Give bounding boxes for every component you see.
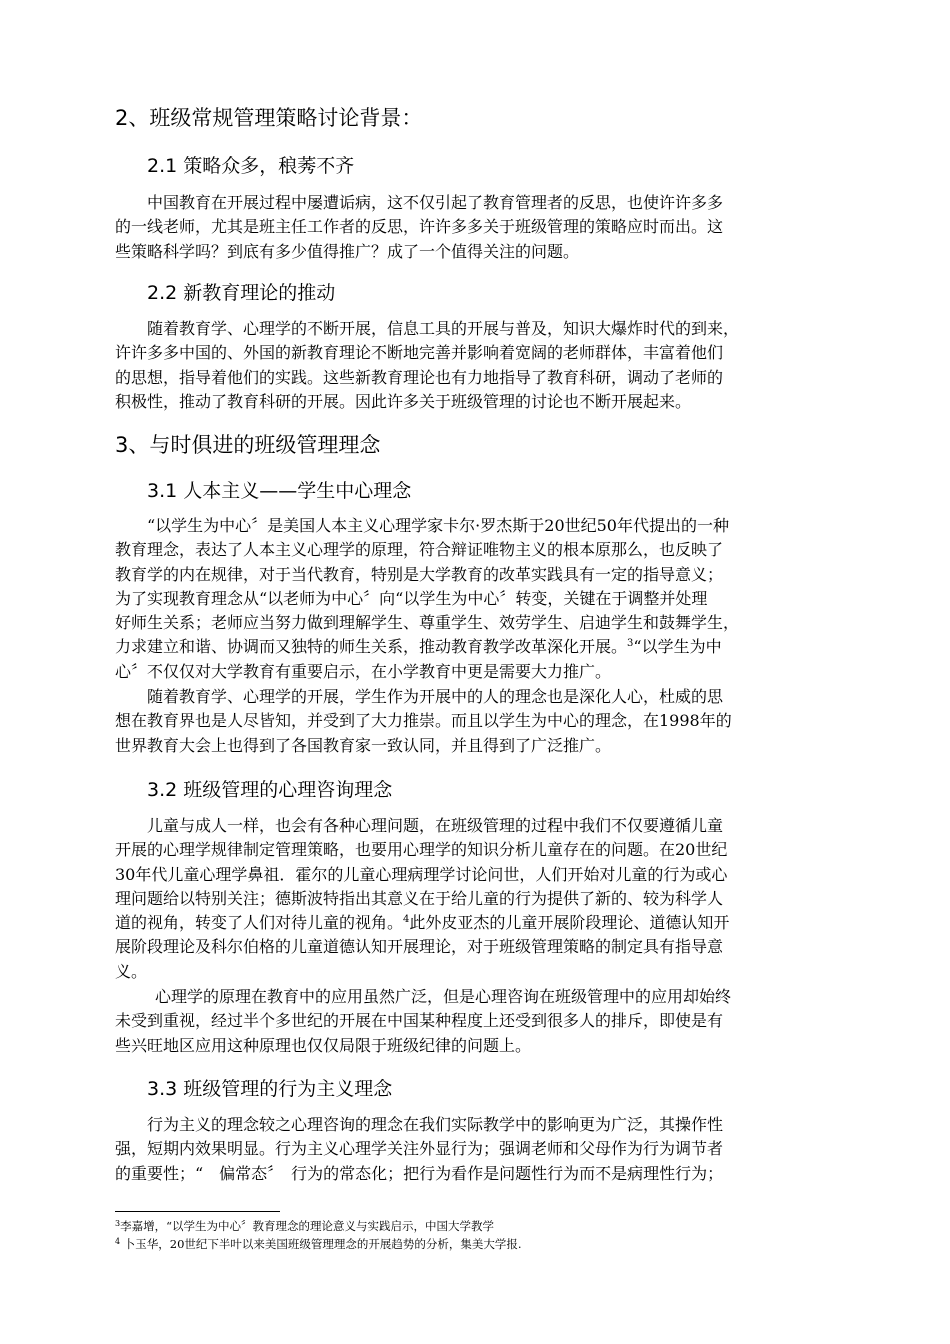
text-line: 随着教育学、心理学的不断开展，信息工具的开展与普及，知识大爆炸时代的到来， xyxy=(147,319,740,338)
section-heading-3: 3、与时俱进的班级管理理念 xyxy=(115,433,381,457)
text-line: 未受到重视，经过半个多世纪的开展在中国某种程度上还受到很多人的排斥，即使是有 xyxy=(115,1011,724,1031)
text-segment: 力求建立和谐、协调而又独特的师生关系，推动教育教学改革深化开展。 xyxy=(115,637,628,657)
paragraph-3-1-b xyxy=(115,685,860,758)
text-line: 好师生关系；老师应当努力做到理解学生、尊重学生、效劳学生、启迪学生和鼓舞学生， xyxy=(115,613,740,633)
footnote-3 xyxy=(115,1218,494,1234)
text-segment: 道的视角，转变了人们对待儿童的视角。 xyxy=(115,913,404,933)
subsection-heading-3-1: 3.1 人本主义——学生中心理念 xyxy=(147,480,412,502)
text-line: 教育学的内在规律，对于当代教育，特别是大学教育的改革实践具有一定的指导意义； xyxy=(115,564,724,584)
text-line: 义。 xyxy=(115,961,148,981)
text-line xyxy=(115,911,860,935)
paragraph-2-1 xyxy=(115,191,860,264)
text-line: 积极性，推动了教育科研的开展。因此许多关于班级管理的讨论也不断开展起来。 xyxy=(115,391,692,411)
text-line: 教育理念，表达了人本主义心理学的原理，符合辩证唯物主义的根本原那么，也反映了 xyxy=(115,540,724,560)
text-line: 想在教育界也是人尽皆知，并受到了大力推崇。而且以学生为中心的理念，在1998年的 xyxy=(115,711,732,731)
text-line: 的思想，指导着他们的实践。这些新教育理论也有力地指导了教育科研，调动了老师的 xyxy=(115,367,724,387)
paragraph-3-2-b xyxy=(115,985,860,1058)
footnote-mark: 4 xyxy=(115,1237,121,1246)
paragraph-3-3 xyxy=(115,1113,860,1186)
subsection-heading-3-2: 3.2 班级管理的心理咨询理念 xyxy=(147,779,393,801)
footnote-ref-3[interactable]: 3 xyxy=(627,638,634,650)
text-line: 展阶段理论及科尔伯格的儿童道德认知开展理论，对于班级管理策略的制定具有指导意 xyxy=(115,937,724,957)
paragraph-3-2-a xyxy=(115,814,860,984)
footnote-4 xyxy=(115,1236,522,1252)
paragraph-3-1-a xyxy=(115,514,860,684)
subsection-heading-2-2: 2.2 新教育理论的推动 xyxy=(147,282,336,304)
text-line: 中国教育在开展过程中屡遭诟病，这不仅引起了教育管理者的反思，也使许许多多 xyxy=(147,193,724,212)
footnote-ref-4[interactable]: 4 xyxy=(403,914,410,926)
text-line: 些兴旺地区应用这种原理也仅仅局限于班级纪律的问题上。 xyxy=(115,1035,532,1055)
footnote-text: 李嘉增，“以学生为中心〞教育理念的理论意义与实践启示，中国大学教学 xyxy=(120,1219,494,1233)
text-line: 理问题给以特别关注；德斯波特指出其意义在于给儿童的行为提供了新的、较为科学人 xyxy=(115,888,724,908)
text-line: 心〞不仅仅对大学教育有重要启示，在小学教育中更是需要大力推广。 xyxy=(115,661,612,681)
text-segment: “以学生为中 xyxy=(633,637,722,657)
text-line: 些策略科学吗？到底有多少值得推广？成了一个值得关注的问题。 xyxy=(115,241,580,261)
section-heading-2: 2、班级常规管理策略讨论背景： xyxy=(115,106,423,130)
text-line: 心理学的原理在教育中的应用虽然广泛，但是心理咨询在班级管理中的应用却始终 xyxy=(155,987,732,1006)
paragraph-2-2 xyxy=(115,317,860,414)
text-line: 随着教育学、心理学的开展，学生作为开展中的人的理念也是深化人心，杜威的思 xyxy=(147,687,724,706)
subsection-heading-2-1: 2.1 策略众多，稂莠不齐 xyxy=(147,155,355,177)
text-line: 行为主义的理念较之心理咨询的理念在我们实际教学中的影响更为广泛，其操作性 xyxy=(147,1115,724,1134)
text-line: 强，短期内效果明显。行为主义心理学关注外显行为；强调老师和父母作为行为调节者 xyxy=(115,1139,724,1159)
text-line: 30年代儿童心理学鼻祖．霍尔的儿童心理病理学讨论问世，人们开始对儿童的行为或心 xyxy=(115,864,728,884)
text-line: 的重要性；“ 偏常态〞 行为的常态化；把行为看作是问题性行为而不是病理性行为； xyxy=(115,1163,724,1183)
text-line: 的一线老师，尤其是班主任工作者的反思，许许多多关于班级管理的策略应时而出。这 xyxy=(115,217,724,237)
footnote-separator xyxy=(115,1211,280,1212)
subsection-heading-3-3: 3.3 班级管理的行为主义理念 xyxy=(147,1078,393,1100)
text-line: “以学生为中心〞是美国人本主义心理学家卡尔·罗杰斯于20世纪50年代提出的一种 xyxy=(147,516,729,535)
text-line: 儿童与成人一样，也会有各种心理问题，在班级管理的过程中我们不仅要遵循儿童 xyxy=(147,816,724,835)
footnote-mark: 3 xyxy=(115,1219,121,1228)
text-line: 为了实现教育理念从“以老师为中心〞向“以学生为中心〞转变，关键在于调整并处理 xyxy=(115,588,708,608)
text-segment: 此外皮亚杰的儿童开展阶段理论、道德认知开 xyxy=(409,913,730,933)
footnote-text: 卜玉华，20世纪下半叶以来美国班级管理理念的开展趋势的分析，集美大学报. xyxy=(123,1237,522,1251)
text-line: 许许多多中国的、外国的新教育理论不断地完善并影响着宽阔的老师群体，丰富着他们 xyxy=(115,343,724,363)
text-line xyxy=(115,635,860,659)
text-line: 开展的心理学规律制定管理策略，也要用心理学的知识分析儿童存在的问题。在20世纪 xyxy=(115,840,728,860)
text-line: 世界教育大会上也得到了各国教育家一致认同，并且得到了广泛推广。 xyxy=(115,735,612,755)
